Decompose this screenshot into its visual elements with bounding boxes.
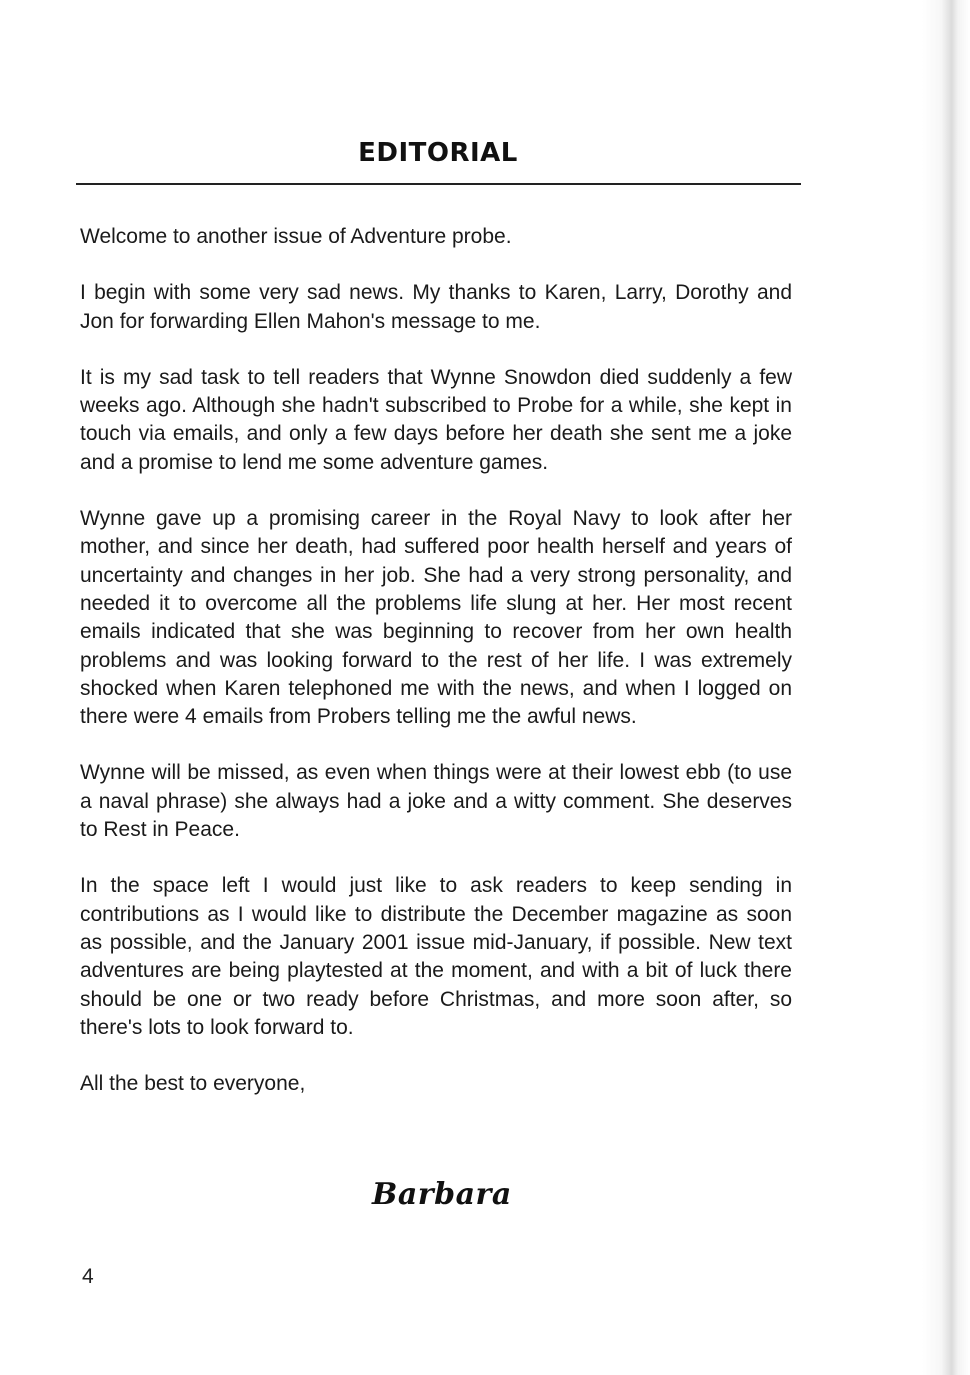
paragraph-remembrance: Wynne will be missed, as even when things were at their lowest ebb (to use a naval phrase) she always had a joke and a witty comment. She deserves to Rest in Peace. (80, 761, 792, 842)
signature: Barbara (372, 1177, 512, 1212)
sign-off: All the best to everyone, (80, 1072, 306, 1096)
editorial-body (80, 223, 792, 1098)
paragraph-welcome: Welcome to another issue of Adventure probe. (80, 225, 512, 248)
page-title: EDITORIAL (358, 138, 518, 168)
title-divider (76, 183, 801, 185)
paragraph-contributions: In the space left I would just like to ask readers to keep sending in contributions as I would like to distribute the December magazine as soon as possible, and the January 2001 issue mid-January, if possible. New text adventures are being playtested at the moment, and with a bit of luck there should be one or two ready before Christmas, and more soon after, so there's lots to look forward to. (80, 874, 792, 1039)
page-number: 4 (82, 1265, 94, 1288)
page-edge-shadow (922, 0, 970, 1375)
paragraph-tribute: Wynne gave up a promising career in the Royal Navy to look after her mother, and since her death, had suffered poor health herself and years of uncertainty and changes in her job. She had a very strong personality, and needed it to overcome all the problems life slung at her. Her most recent emails indicated that she was beginning to recover from her own health problems and was looking forward to the rest of her life. I was extremely shocked when Karen telephoned me with the news, and when I logged on there were 4 emails from Probers telling me the awful news. (80, 507, 792, 729)
paragraph-announcement: It is my sad task to tell readers that Wynne Snowdon died suddenly a few weeks ago. Although she hadn't subscribed to Probe for a while, she kept in touch via emails, and only a few days before her death she sent me a joke and a promise to lend me some adventure games. (80, 365, 792, 474)
paragraph-sad-news: I begin with some very sad news. My thanks to Karen, Larry, Dorothy and Jon for forwarding Ellen Mahon's message to me. (80, 281, 792, 333)
